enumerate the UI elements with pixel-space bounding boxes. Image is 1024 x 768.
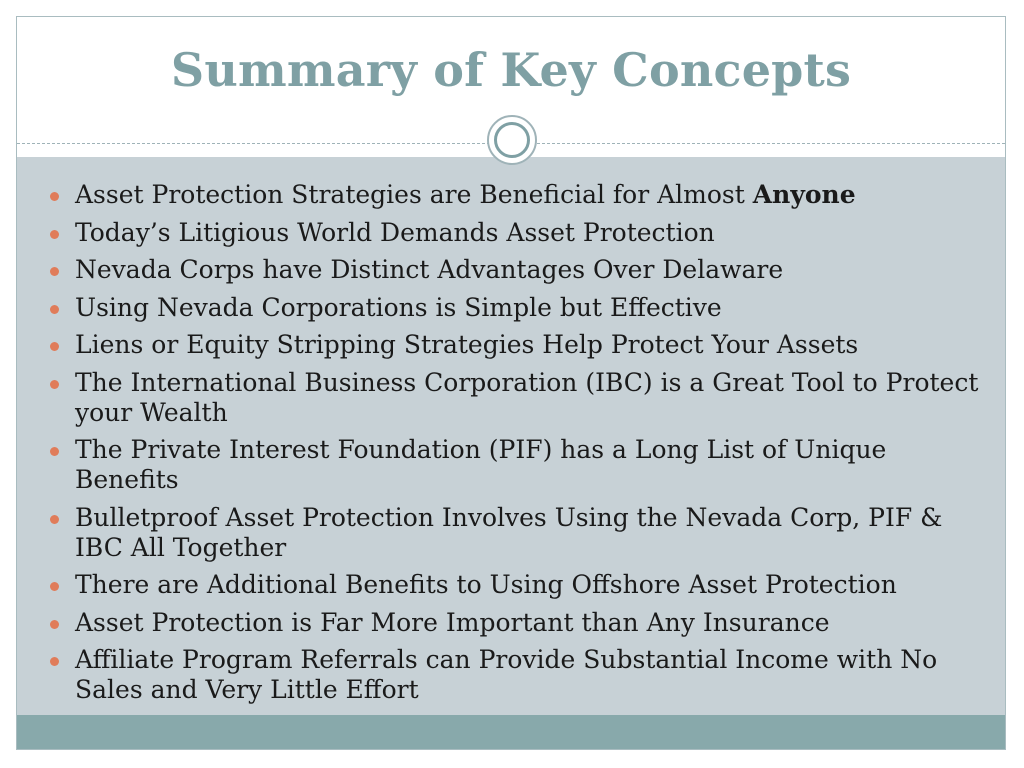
- bullet-text: Bulletproof Asset Protection Involves Using the Nevada Corp, PIF & IBC All Together: [75, 502, 943, 562]
- bullet-item: [17, 608, 1005, 638]
- footer-band: [17, 715, 1005, 750]
- bullet-text: There are Additional Benefits to Using Offshore Asset Protection: [75, 570, 897, 599]
- round-bullet-icon: [50, 230, 59, 239]
- circle-ornament-inner: [494, 122, 530, 158]
- bullet-text: Asset Protection is Far More Important than Any Insurance: [75, 607, 830, 637]
- slide-title: Summary of Key Concepts: [170, 43, 852, 97]
- bullet-list: [17, 180, 1005, 713]
- bullet-item: [17, 368, 1005, 428]
- round-bullet-icon: [50, 447, 59, 456]
- bullet-text: Using Nevada Corporations is Simple but Effective: [75, 292, 722, 322]
- round-bullet-icon: [50, 192, 59, 201]
- round-bullet-icon: [50, 267, 59, 276]
- bullet-text: The International Business Corporation (IBC) is a Great Tool to Protect your Wealth: [75, 367, 979, 427]
- bullet-item: [17, 570, 1005, 600]
- round-bullet-icon: [50, 342, 59, 351]
- round-bullet-icon: [50, 620, 59, 629]
- bullet-text: Asset Protection Strategies are Beneficial for Almost: [75, 180, 753, 209]
- slide: [16, 16, 1006, 750]
- bullet-item: [17, 255, 1005, 285]
- bullet-text: The Private Interest Foundation (PIF) has a Long List of Unique Benefits: [75, 435, 887, 494]
- circle-ornament-icon: [487, 115, 537, 165]
- bullet-item: [17, 645, 1005, 705]
- round-bullet-icon: [50, 582, 59, 591]
- bullet-text: Today’s Litigious World Demands Asset Protection: [75, 217, 715, 247]
- bullet-item: [17, 503, 1005, 563]
- bullet-item: [17, 218, 1005, 248]
- bullet-text: Affiliate Program Referrals can Provide Substantial Income with No Sales and Very Little Effort: [75, 645, 938, 704]
- bullet-text: Nevada Corps have Distinct Advantages Over Delaware: [75, 255, 784, 284]
- bullet-item: [17, 180, 1005, 210]
- round-bullet-icon: [50, 515, 59, 524]
- bullet-item: [17, 435, 1005, 495]
- bullet-emphasis: Anyone: [752, 180, 856, 209]
- round-bullet-icon: [50, 380, 59, 389]
- bullet-item: [17, 330, 1005, 360]
- bullet-text: Liens or Equity Stripping Strategies Help Protect Your Assets: [75, 330, 859, 359]
- round-bullet-icon: [50, 657, 59, 666]
- bullet-item: [17, 293, 1005, 323]
- round-bullet-icon: [50, 305, 59, 314]
